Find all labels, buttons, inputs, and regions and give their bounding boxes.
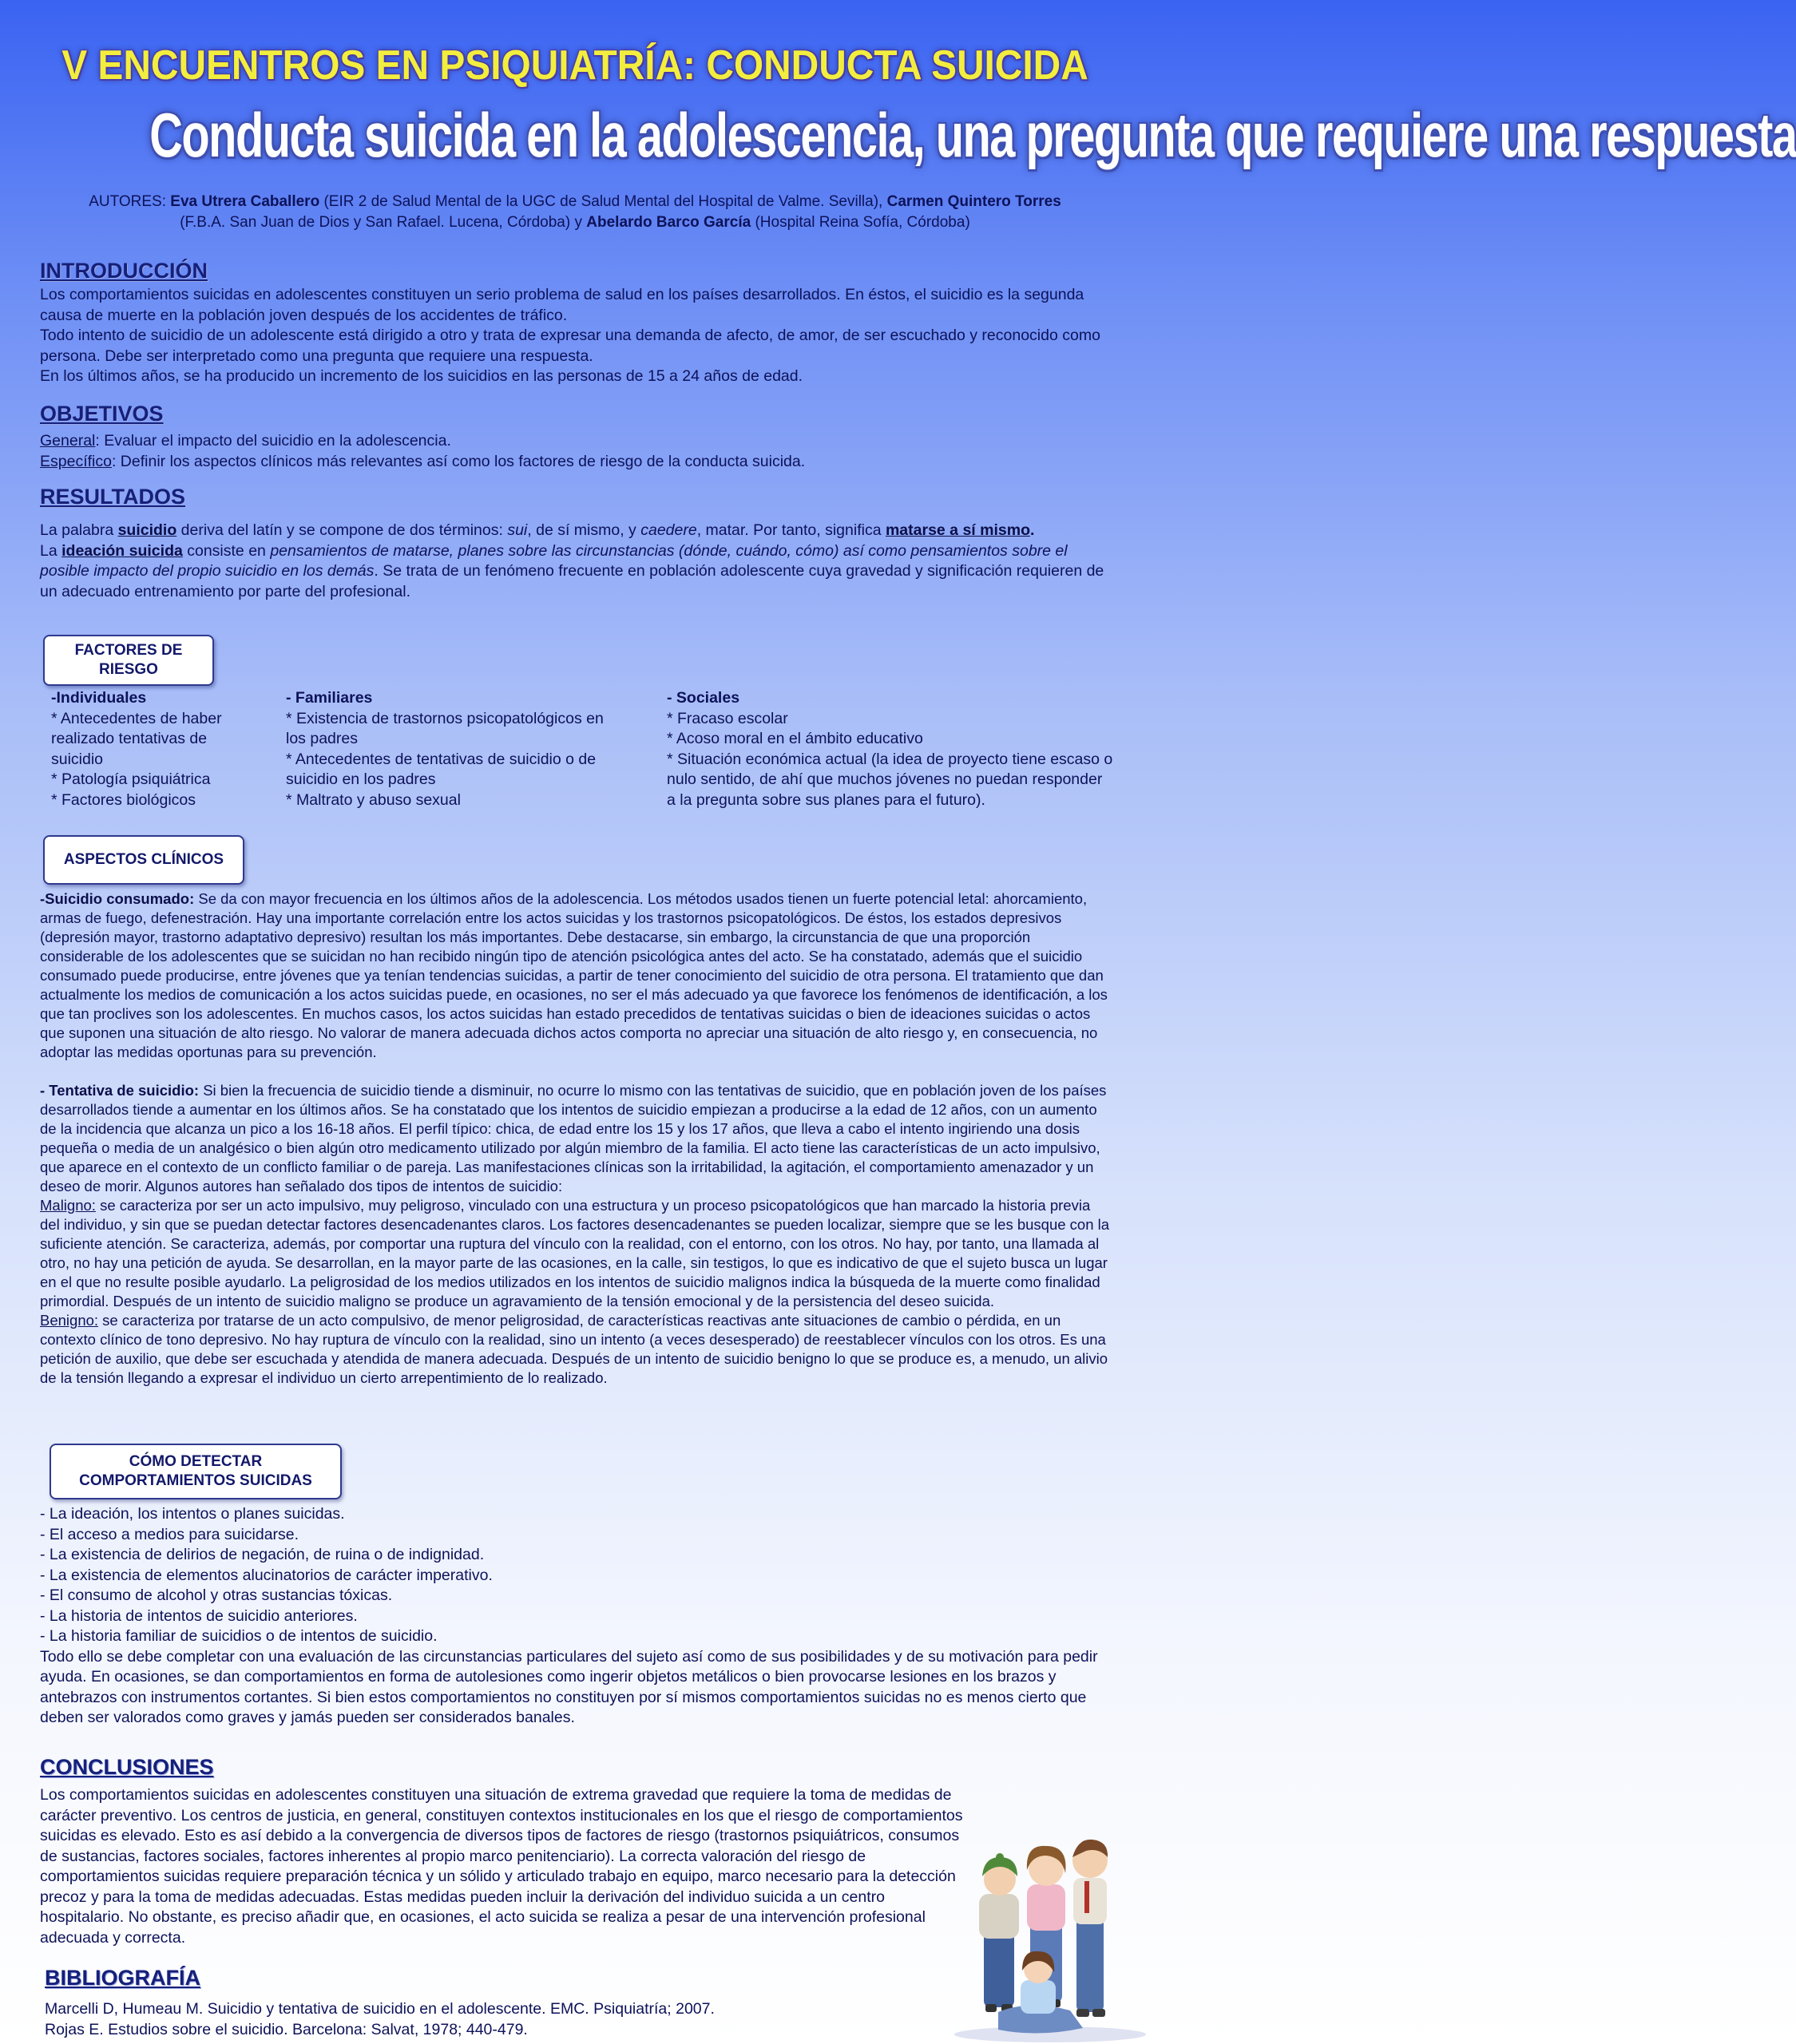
individuales-title: -Individuales	[51, 689, 147, 707]
tentativa-text: Si bien la frecuencia de suicidio tiende a disminuir, no ocurre lo mismo con las tentativas de suicidio, que en población joven de los países desarrollados tiende a aumentar en los últimos años. Se ha constatado que los intentos de suicidio empiezan a producirse a la edad de 12 años, con un aumento de la incidencia que alcanza un pico a los 16-18 años. El perfil típico: chica, de edad entre los 15 y los 17 años, que lleva a cabo el intento ingiriendo una dosis pequeña o media de un analgésico o bien algún otro medicamento utilizado por algún miembro de la familia. El acto tiene las características de un acto impulsivo, que aparece en el contexto de un conflicto familiar o de pareja. Las manifestaciones clínicas son la irritabilidad, la agitación, el comportamiento amenazador y un deseo de morir. Algunos autores han señalado dos tipos de intentos de suicidio:	[40, 1082, 1107, 1194]
objetivo-especifico	[40, 452, 1110, 473]
list-item: * Situación económica actual (la idea de proyecto tiene escaso o nulo sentido, de ahí que muchos jóvenes no puedan responder a la pregunta sobre sus planes para el futuro).	[667, 750, 1113, 809]
resultados-paragraph-2	[40, 541, 1110, 603]
text-run: consiste en	[182, 541, 271, 560]
list-item: - La ideación, los intentos o planes suicidas.	[40, 1505, 345, 1523]
author-2-affiliation: (F.B.A. San Juan de Dios y San Rafael. Lucena, Córdoba) y	[180, 214, 587, 231]
general-label: General	[40, 432, 96, 450]
term-sui: sui	[507, 521, 528, 539]
term-meaning: matarse a sí mismo	[885, 521, 1030, 539]
consumado-label: -Suicidio consumado:	[40, 890, 195, 907]
list-item: - La historia familiar de suicidios o de intentos de suicidio.	[40, 1627, 438, 1645]
term-ideacion: ideación suicida	[61, 541, 183, 560]
tipo-maligno	[40, 1196, 1110, 1311]
text-run: , matar. Por tanto, significa	[696, 521, 886, 539]
maligno-text: se caracteriza por ser un acto impulsivo, muy peligroso, vinculado con una estructura y un proceso psicopatológicos que han marcado la historia previa del individuo, y sin que se puedan detectar factores desencadenantes claros. Los factores desencadenantes se pueden localizar, siempre que se les busque con la suficiente atención. Se caracteriza, además, por comportar una ruptura del vínculo con la realidad, con el entorno, con los otros. No hay, por tanto, una llamada al otro, no hay una petición de ayuda. Se desarrollan, en la mayor parte de las ocasiones, en la calle, sin testigos, lo que es indicativo de que el sujeto busca un lugar en el que no resulte posible ayudarlo. La peligrosidad de los medios utilizados en los intentos de suicidio malignos indica la búsqueda de la muerte como finalidad primordial. Después de un intento de suicidio maligno se produce un agravamiento de la tensión emocional y de la persistencia del deseo suicida.	[40, 1197, 1110, 1309]
conclusiones-text: Los comportamientos suicidas en adolescentes constituyen una situación de extrema gravedad que requiere la toma de medidas de carácter preventivo. Los centros de justicia, en general, constituyen contextos institucionales en los que el riesgo de comportamientos suicidas es elevado. Esto es así debido a la convergencia de diversos tipos de factores de riesgo (trastornos psiquiátricos, consumos de sustancias, factores sociales, factores inherentes al propio marco penitenciario). La correcta valoración del riesgo de comportamientos suicidas requiere preparación técnica y un sólido y articulado trabajo en equipo, marco necesario para la detección precoz y para la toma de medidas adecuadas. Estas medidas pueden incluir la derivación del individuo suicida a un centro hospitalario. No obstante, es preciso añadir que, en ocasiones, el acto suicida se realiza a pesar de una intervención profesional adecuada y correcta.	[40, 1786, 963, 1947]
intro-paragraph-1: Los comportamientos suicidas en adolescentes constituyen un serio problema de salud en los países desarrollados. En éstos, el suicidio es la segunda causa de muerte en la población joven después de los accidentes de tráfico.	[40, 286, 1084, 324]
author-3-affiliation: (Hospital Reina Sofía, Córdoba)	[751, 214, 970, 231]
tipo-benigno	[40, 1311, 1110, 1388]
term-suicidio: suicidio	[117, 521, 177, 539]
teen-boy-left-icon	[979, 1853, 1019, 2012]
text-run: . Se trata de un fenómeno frecuente en población adolescente cuya gravedad y significación requieren de un adecuado entrenamiento por parte del profesional.	[40, 562, 1104, 600]
tentativa-suicidio	[40, 1081, 1110, 1196]
suicidio-consumado	[40, 889, 1110, 1062]
list-item: - La historia de intentos de suicidio anteriores.	[40, 1606, 358, 1625]
especifico-text: : Definir los aspectos clínicos más relevantes así como los factores de riesgo de la conducta suicida.	[111, 452, 806, 470]
intro-paragraph-3: En los últimos años, se ha producido un incremento de los suicidios en las personas de 15 a 24 años de edad.	[40, 367, 803, 385]
conference-title: V ENCUENTROS EN PSIQUIATRÍA: CONDUCTA SUICIDA	[61, 42, 1088, 89]
text-run: La palabra	[40, 521, 118, 539]
intro-paragraph-2: Todo intento de suicidio de un adolescente está dirigido a otro y trata de expresar una demanda de afecto, de amor, de ser escuchado y reconocido como persona. Debe ser interpretado como una pregunta que requiere una respuesta.	[40, 327, 1100, 365]
text-run: , de sí mismo, y	[527, 521, 641, 539]
poster-title: Conducta suicida en la adolescencia, una pregunta que requiere una respuesta	[149, 100, 1796, 170]
list-item: * Fracaso escolar	[667, 709, 788, 727]
especifico-label: Específico	[40, 452, 112, 470]
authors-line	[80, 192, 1070, 233]
benigno-label: Benigno:	[40, 1312, 99, 1329]
resultados-paragraph-1	[40, 521, 1110, 541]
factores-individuales	[51, 688, 251, 810]
objetivo-general	[40, 431, 1110, 452]
author-2: Carmen Quintero Torres	[886, 193, 1061, 210]
intro-text	[40, 285, 1110, 387]
detectar-list	[40, 1504, 1110, 1729]
list-item: - La existencia de elementos alucinatorios de carácter imperativo.	[40, 1566, 493, 1584]
spacer	[40, 1062, 1110, 1081]
familiares-title: - Familiares	[286, 689, 373, 707]
factores-familiares	[286, 688, 621, 810]
objetivos-heading: OBJETIVOS	[40, 402, 164, 426]
list-item: - La existencia de delirios de negación, de ruina o de indignidad.	[40, 1546, 485, 1563]
list-item: * Patología psiquiátrica	[51, 770, 211, 788]
list-item: * Factores biológicos	[51, 790, 196, 809]
list-item: * Existencia de trastornos psicopatológicos en los padres	[286, 709, 604, 747]
reference-item: Marcelli D, Humeau M. Suicidio y tentativa de suicidio en el adolescente. EMC. Psiquiatría; 2007.	[45, 2000, 715, 2018]
como-detectar-box: CÓMO DETECTAR COMPORTAMIENTOS SUICIDAS	[50, 1444, 342, 1499]
list-item: * Antecedentes de haber realizado tentativas de suicidio	[51, 709, 222, 768]
resultados-heading: RESULTADOS	[40, 485, 185, 509]
text-run: La	[40, 541, 62, 560]
benigno-text: se caracteriza por tratarse de un acto compulsivo, de menor peligrosidad, de características reactivas ante situaciones de cambio o pérdida, en un contexto clínico de tono depresivo. No hay ruptura de vínculo con la realidad, sino un intento (a veces desesperado) de reestablecer vínculos con los otros. Es una petición de auxilio, que debe ser escuchada y atendida de manera adecuada. Después de un intento de suicidio benigno lo que se produce es, a menudo, un alivio de la tensión llegando a expresar el individuo un cierto arrepentimiento de lo realizado.	[40, 1312, 1108, 1386]
authors-prefix: AUTORES:	[89, 193, 171, 210]
conclusiones-heading: CONCLUSIONES	[40, 1755, 214, 1779]
objetivos-text	[40, 431, 1110, 472]
ideacion-definition: pensamientos de matarse, planes sobre las circunstancias (dónde, cuándo, cómo) así como pensamientos sobre el posible impacto del propio suicidio en los demás	[40, 541, 1068, 580]
intro-heading: INTRODUCCIÓN	[40, 259, 208, 283]
teen-boy-right-icon	[1072, 1840, 1108, 2017]
list-item: * Maltrato y abuso sexual	[286, 790, 461, 809]
factores-riesgo-box: FACTORES DE RIESGO	[43, 635, 214, 686]
author-1-affiliation: (EIR 2 de Salud Mental de la UGC de Salud Mental del Hospital de Valme. Sevilla),	[319, 193, 887, 210]
resultados-text	[40, 521, 1110, 602]
list-item: * Antecedentes de tentativas de suicidio o de suicidio en los padres	[286, 750, 597, 788]
general-text: : Evaluar el impacto del suicidio en la adolescencia.	[95, 432, 451, 450]
author-1: Eva Utrera Caballero	[170, 193, 320, 210]
term-caedere: caedere	[640, 521, 697, 539]
tentativa-label: - Tentativa de suicidio:	[40, 1082, 200, 1099]
factores-sociales	[667, 688, 1114, 810]
aspectos-clinicos-box: ASPECTOS CLÍNICOS	[43, 835, 244, 885]
teenagers-illustration	[942, 1828, 1150, 2044]
sociales-title: - Sociales	[667, 689, 740, 707]
text-run: deriva del latín y se compone de dos términos:	[176, 521, 508, 539]
reference-item: Rojas E. Estudios sobre el suicidio. Barcelona: Salvat, 1978; 440-479.	[45, 2020, 528, 2038]
list-item: * Acoso moral en el ámbito educativo	[667, 730, 923, 747]
text-run: .	[1029, 521, 1035, 539]
list-item: - El acceso a medios para suicidarse.	[40, 1525, 299, 1543]
bibliografia-heading: BIBLIOGRAFÍA	[45, 1966, 200, 1990]
maligno-label: Maligno:	[40, 1197, 96, 1214]
consumado-text: Se da con mayor frecuencia en los últimos años de la adolescencia. Los métodos usados tienen un fuerte potencial letal: ahorcamiento, armas de fuego, defenestración. Hay una importante correlación entre los actos suicidas y los trastornos psicopatológicos. De éstos, los estados depresivos (depresión mayor, trastorno adaptativo depresivo) resultan los más importantes. Debe destacarse, sin embargo, la circunstancia de que una proporción considerable de los adolescentes que se suicidan no han recibido ningún tipo de atención psicológica antes del acto. Se ha constatado, además que el suicidio consumado puede producirse, entre jóvenes que ya tenían tendencias suicidas, a partir de tener conocimiento del suicidio de otra persona. El tratamiento que dan actualmente los medios de comunicación a los actos suicidas puede, en ocasiones, no ser el más adecuado ya que favorece los fenómenos de identificación, a los que tan proclives son los adolescentes. En muchos casos, los actos suicidas han estado precedidos de tentativas suicidas o bien de ideaciones suicidas o actos que suponen una situación de alto riesgo. No valorar de manera adecuada dichos actos comporta no apreciar una situación de alto riesgo y, en consecuencia, no adoptar las medidas oportunas para su prevención.	[40, 890, 1108, 1060]
bibliografia-list	[45, 1999, 923, 2040]
detectar-paragraph: Todo ello se debe completar con una evaluación de las circunstancias particulares del sujeto así como de sus posibilidades y de su motivación para pedir ayuda. En ocasiones, se dan comportamientos en forma de autolesiones como ingerir objetos metálicos o bien provocarse lesiones en los brazos y antebrazos con instrumentos cortantes. Si bien estos comportamientos no constituyen por sí mismos comportamientos suicidas no es menos cierto que deben ser valorados como graves y jamás pueden ser considerados banales.	[40, 1647, 1103, 1726]
author-3: Abelardo Barco García	[586, 214, 751, 231]
aspectos-text	[40, 889, 1110, 1388]
list-item: - El consumo de alcohol y otras sustancias tóxicas.	[40, 1586, 393, 1604]
